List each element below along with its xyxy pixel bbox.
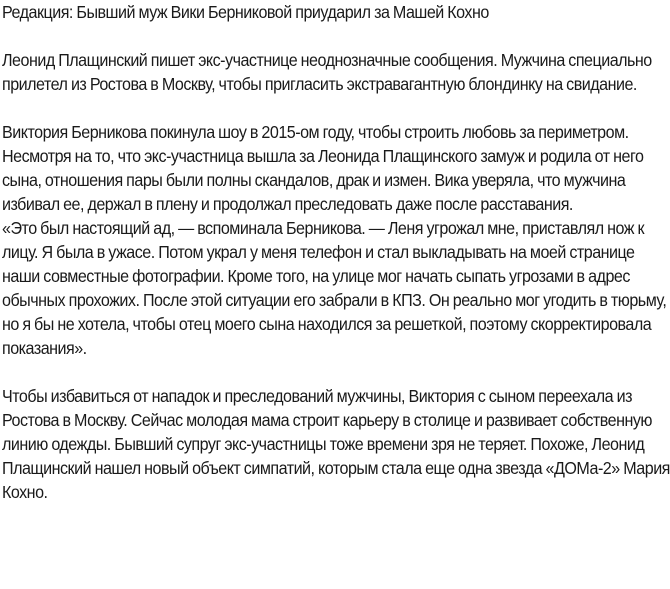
article-body — [2, 0, 670, 504]
article-paragraph-background: Виктория Берникова покинула шоу в 2015-ом году, чтобы строить любовь за периметром. Несмотря на то, что экс-участница вышла за Леонида Плащинского замуж и родила от него сына, отношения пары были полны скандалов, драк и измен. Вика уверяла, что мужчина избивал ее, держал в плену и продолжал преследовать даже после расставания. — [2, 122, 644, 214]
article-paragraph-quote: «Это был настоящий ад, — вспоминала Берникова. — Леня угрожал мне, приставлял нож к лицу. Я была в ужасе. Потом украл у меня телефон и стал выкладывать на моей странице наши совместные фотографии. Кроме того, на улице мог начать сыпать угрозами в адрес обычных прохожих. После этой ситуации его забрали в КПЗ. Он реально мог угодить в тюрьму, но я бы не хотела, чтобы отец моего сына находился за решеткой, поэтому скорректировала показания». — [2, 218, 667, 358]
article-paragraph-conclusion: Чтобы избавиться от нападок и преследований мужчины, Виктория с сыном переехала из Ростова в Москву. Сейчас молодая мама строит карьеру в столице и развивает собственную линию одежды. Бывший супруг экс-участницы тоже времени зря не теряет. Похоже, Леонид Плащинский нашел новый объект симпатий, которым стала еще одна звезда «ДОМа-2» Мария Кохно. — [2, 386, 670, 502]
article-paragraph-lead: Леонид Плащинский пишет экс-участнице неоднозначные сообщения. Мужчина специально прилетел из Ростова в Москву, чтобы пригласить экстравагантную блондинку на свидание. — [2, 50, 652, 94]
article-title: Редакция: Бывший муж Вики Берниковой приударил за Машей Кохно — [2, 2, 489, 22]
